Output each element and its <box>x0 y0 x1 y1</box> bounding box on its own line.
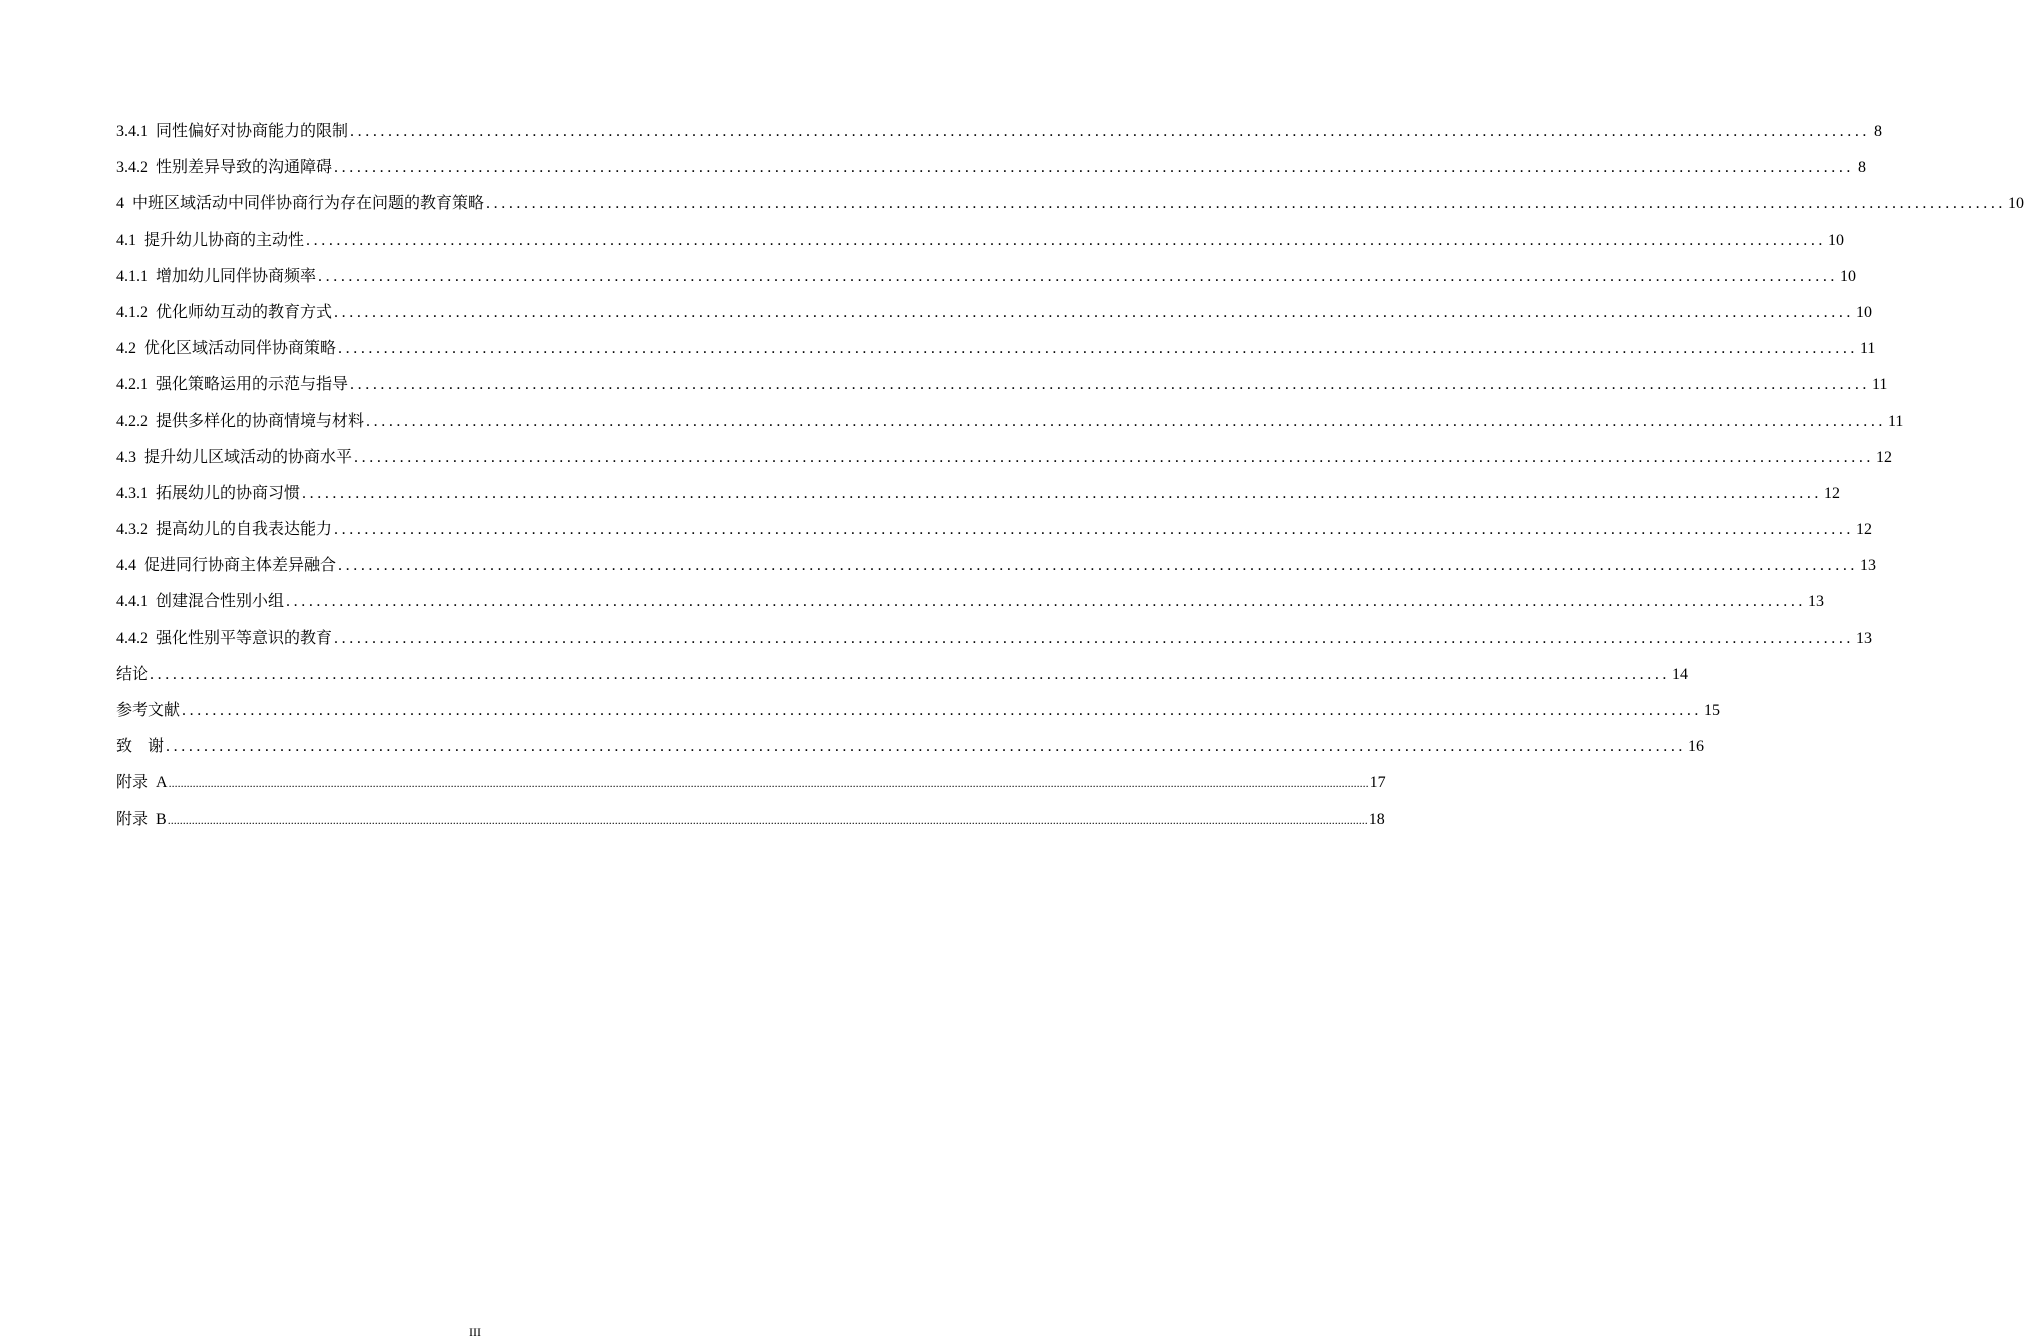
toc-entry-page: 12 <box>1856 521 1873 539</box>
toc-dot-leader: ........................................................................................................................................................................................................ <box>334 629 1855 647</box>
toc-entry-page: 11 <box>1888 412 1904 430</box>
toc-dot-leader: ................................................................................................................................................................................................................................................................................................................................................................................................................ <box>168 776 1369 791</box>
toc-entry[interactable] <box>116 156 1867 192</box>
toc-dot-leader: ........................................................................................................................................................................................................ <box>334 521 1855 539</box>
toc-entry[interactable] <box>116 554 1877 590</box>
toc-entry-title: 4.2.1 强化策略运用的示范与指导 <box>116 376 349 394</box>
toc-dot-leader: ........................................................................................................................................................................................................ <box>334 159 1855 177</box>
toc-entry[interactable] <box>116 446 1893 482</box>
toc-entry-page: 12 <box>1824 484 1841 502</box>
toc-entry-title: 4 中班区域活动中同伴协商行为存在问题的教育策略 <box>116 195 485 213</box>
toc-entry-title: 4.3.2 提高幼儿的自我表达能力 <box>116 521 333 539</box>
toc-entry-page: 13 <box>1808 593 1825 611</box>
toc-entry-page: 11 <box>1860 340 1876 358</box>
toc-entry-title: 4.1.2 优化师幼互动的教育方式 <box>116 303 333 321</box>
toc-entry-page: 13 <box>1860 557 1877 575</box>
toc-entry-title: 3.4.1 同性偏好对协商能力的限制 <box>116 123 349 140</box>
toc-entry-page: 10 <box>2008 195 2024 213</box>
toc-entry[interactable] <box>116 808 1385 844</box>
toc-entry-page: 16 <box>1688 738 1705 756</box>
toc-entry-page: 14 <box>1672 665 1689 683</box>
toc-entry[interactable] <box>116 590 1825 626</box>
toc-entry-page: 18 <box>1368 810 1385 828</box>
toc-dot-leader: ........................................................................................................................................................................................................ <box>350 376 1871 394</box>
toc-dot-leader: ........................................................................................................................................................................................................ <box>486 195 2007 213</box>
toc-entry[interactable] <box>116 627 1873 663</box>
toc-dot-leader: ........................................................................................................................................................................................................ <box>366 412 1887 430</box>
toc-entry-title: 4.4.2 强化性别平等意识的教育 <box>116 629 333 647</box>
toc-entry-page: 10 <box>1840 267 1857 285</box>
toc-entry-title: 4.3.1 拓展幼儿的协商习惯 <box>116 484 301 502</box>
toc-entry-page: 10 <box>1828 231 1845 249</box>
toc-entry-title: 4.3 提升幼儿区域活动的协商水平 <box>116 448 353 466</box>
toc-dot-leader: ................................................................................................................................................................................................................................................................................................................................................................................................................ <box>167 812 1368 827</box>
toc-dot-leader: ........................................................................................................................................................................................................ <box>286 593 1807 611</box>
toc-entry-title: 4.4.1 创建混合性别小组 <box>116 593 285 611</box>
toc-entry-title: 4.2.2 提供多样化的协商情境与材料 <box>116 412 365 430</box>
toc-entry[interactable] <box>116 482 1841 518</box>
toc-entry-page: 10 <box>1856 303 1873 321</box>
toc-entry-title: 4.4 促进同行协商主体差异融合 <box>116 557 337 575</box>
toc-entry-page: 15 <box>1704 702 1721 719</box>
toc-entry-title: 致 谢 <box>116 738 165 756</box>
toc-entry[interactable] <box>116 120 1883 156</box>
toc-entry[interactable] <box>116 265 1857 301</box>
toc-entry[interactable] <box>116 337 1876 373</box>
toc-entry[interactable] <box>116 735 1705 771</box>
toc-entry[interactable] <box>116 410 1904 446</box>
toc-entry[interactable] <box>116 771 1386 807</box>
toc-entry-page: 11 <box>1872 376 1888 394</box>
toc-dot-leader: ........................................................................................................................................................................................................ <box>306 231 1827 249</box>
toc-entry-title: 4.1 提升幼儿协商的主动性 <box>116 231 305 249</box>
toc-dot-leader: ........................................................................................................................................................................................................ <box>302 484 1823 502</box>
toc-entry[interactable] <box>116 301 1873 337</box>
toc-entry[interactable] <box>116 518 1873 554</box>
toc-dot-leader: ........................................................................................................................................................................................................ <box>318 267 1839 285</box>
toc-dot-leader: ........................................................................................................................................................................................................ <box>350 123 1871 140</box>
toc-dot-leader: ........................................................................................................................................................................................................ <box>338 340 1859 358</box>
toc-dot-leader: ........................................................................................................................................................................................................ <box>150 665 1671 683</box>
toc-entry[interactable] <box>116 229 1845 265</box>
toc-entry-title: 3.4.2 性别差异导致的沟通障碍 <box>116 159 333 177</box>
toc-entry-page: 12 <box>1876 448 1893 466</box>
toc-entry[interactable] <box>116 192 2024 228</box>
toc-dot-leader: ........................................................................................................................................................................................................ <box>338 557 1859 575</box>
page-number-footer: III <box>469 1325 481 1339</box>
toc-dot-leader: ........................................................................................................................................................................................................ <box>182 702 1703 719</box>
toc-entry-title: 附录 A <box>116 774 168 792</box>
toc-dot-leader: ........................................................................................................................................................................................................ <box>334 303 1855 321</box>
toc-dot-leader: ........................................................................................................................................................................................................ <box>354 448 1875 466</box>
toc-entry[interactable] <box>116 373 1888 409</box>
toc-entry-page: 8 <box>1858 159 1867 177</box>
toc-entry-page: 8 <box>1874 123 1883 140</box>
toc-entry-page: 17 <box>1369 774 1386 792</box>
toc-entry[interactable] <box>116 663 1689 699</box>
toc-entry-title: 4.2 优化区域活动同伴协商策略 <box>116 340 337 358</box>
toc-entry[interactable] <box>116 699 1721 735</box>
toc-dot-leader: ........................................................................................................................................................................................................ <box>166 738 1687 756</box>
table-of-contents <box>116 120 2024 844</box>
toc-entry-title: 参考文献 <box>116 702 181 719</box>
toc-entry-title: 4.1.1 增加幼儿同伴协商频率 <box>116 267 317 285</box>
toc-entry-page: 13 <box>1856 629 1873 647</box>
toc-entry-title: 结论 <box>116 665 149 683</box>
toc-entry-title: 附录 B <box>116 810 167 828</box>
